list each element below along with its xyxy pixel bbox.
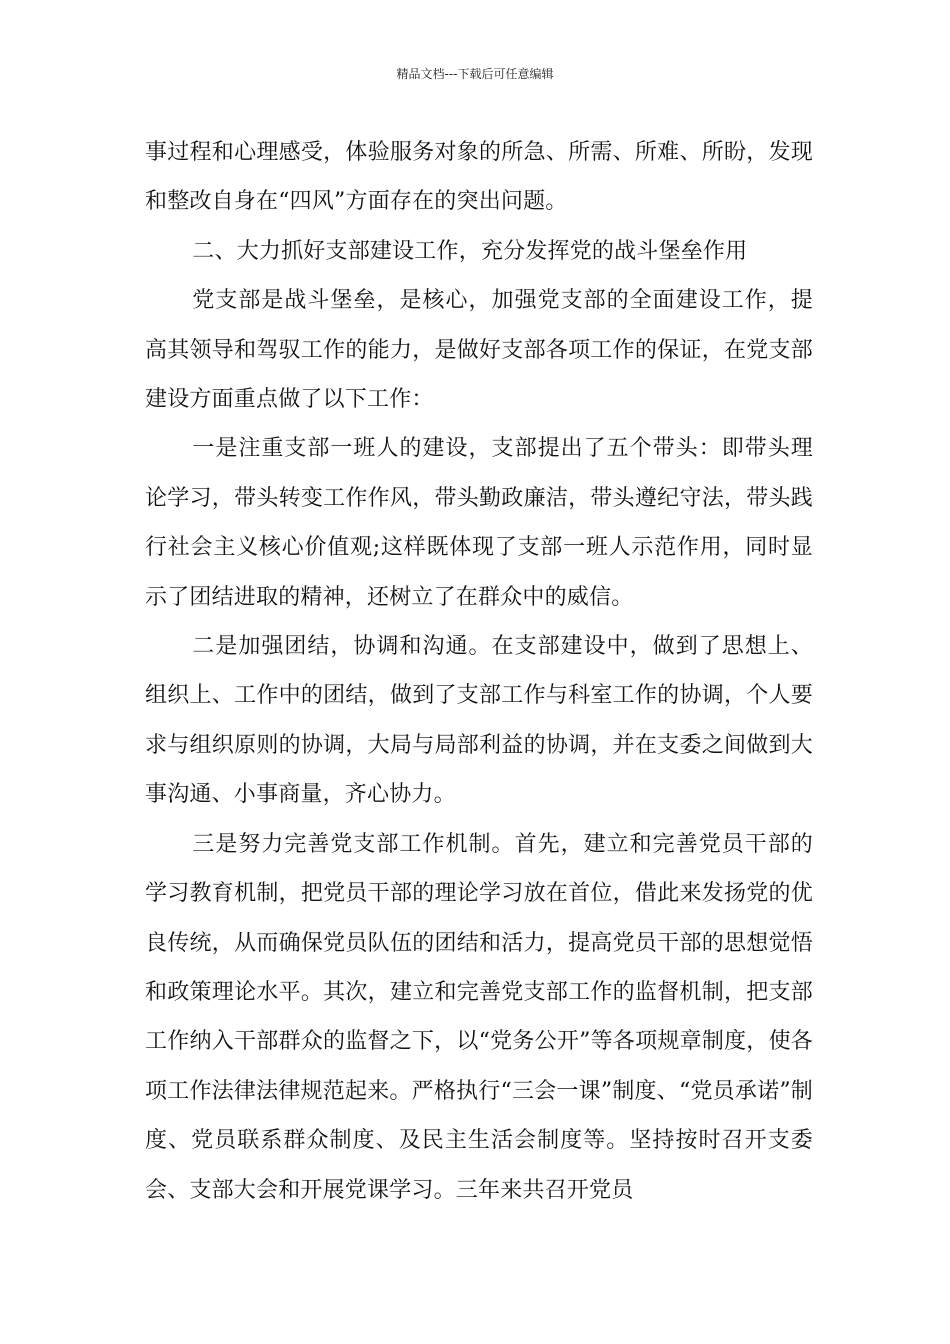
paragraph-continuation: 事过程和心理感受，体验服务对象的所急、所需、所难、所盼，发现和整改自身在“四风”方面存在的突出问题。 [145, 140, 813, 215]
paragraph: 一是注重支部一班人的建设，支部提出了五个带头：即带头理论学习，带头转变工作作风，带头勤政廉洁，带头遵纪守法，带头践行社会主义核心价值观;这样既体现了支部一班人示范作用，同时显示了团结进取的精神，还树立了在群众中的威信。 [145, 436, 813, 610]
paragraph: 三是努力完善党支部工作机制。首先，建立和完善党员干部的学习教育机制，把党员干部的理论学习放在首位，借此来发扬党的优良传统，从而确保党员队伍的团结和活力，提高党员干部的思想觉悟和政策理论水平。其次，建立和完善党支部工作的监督机制，把支部工作纳入干部群众的监督之下，以“党务公开”等各项规章制度，使各项工作法律法律规范起来。严格执行“三会一课”制度、“党员承诺”制度、党员联系群众制度、及民主生活会制度等。坚持按时召开支委会、支部大会和开展党课学习。三年来共召开党员 [145, 831, 813, 1203]
paragraph: 二是加强团结，协调和沟通。在支部建设中，做到了思想上、组织上、工作中的团结，做到了支部工作与科室工作的协调，个人要求与组织原则的协调，大局与局部利益的协调，并在支委之间做到大事沟通、小事商量，齐心协力。 [145, 634, 813, 808]
page-header: 精品文档---下载后可任意编辑 [396, 67, 554, 81]
document-body [145, 128, 813, 1215]
paragraph: 党支部是战斗堡垒，是核心，加强党支部的全面建设工作，提高其领导和驾驭工作的能力，是做好支部各项工作的保证，在党支部建设方面重点做了以下工作： [145, 288, 813, 413]
section-heading: 二、大力抓好支部建设工作，充分发挥党的战斗堡垒作用 [192, 238, 748, 264]
